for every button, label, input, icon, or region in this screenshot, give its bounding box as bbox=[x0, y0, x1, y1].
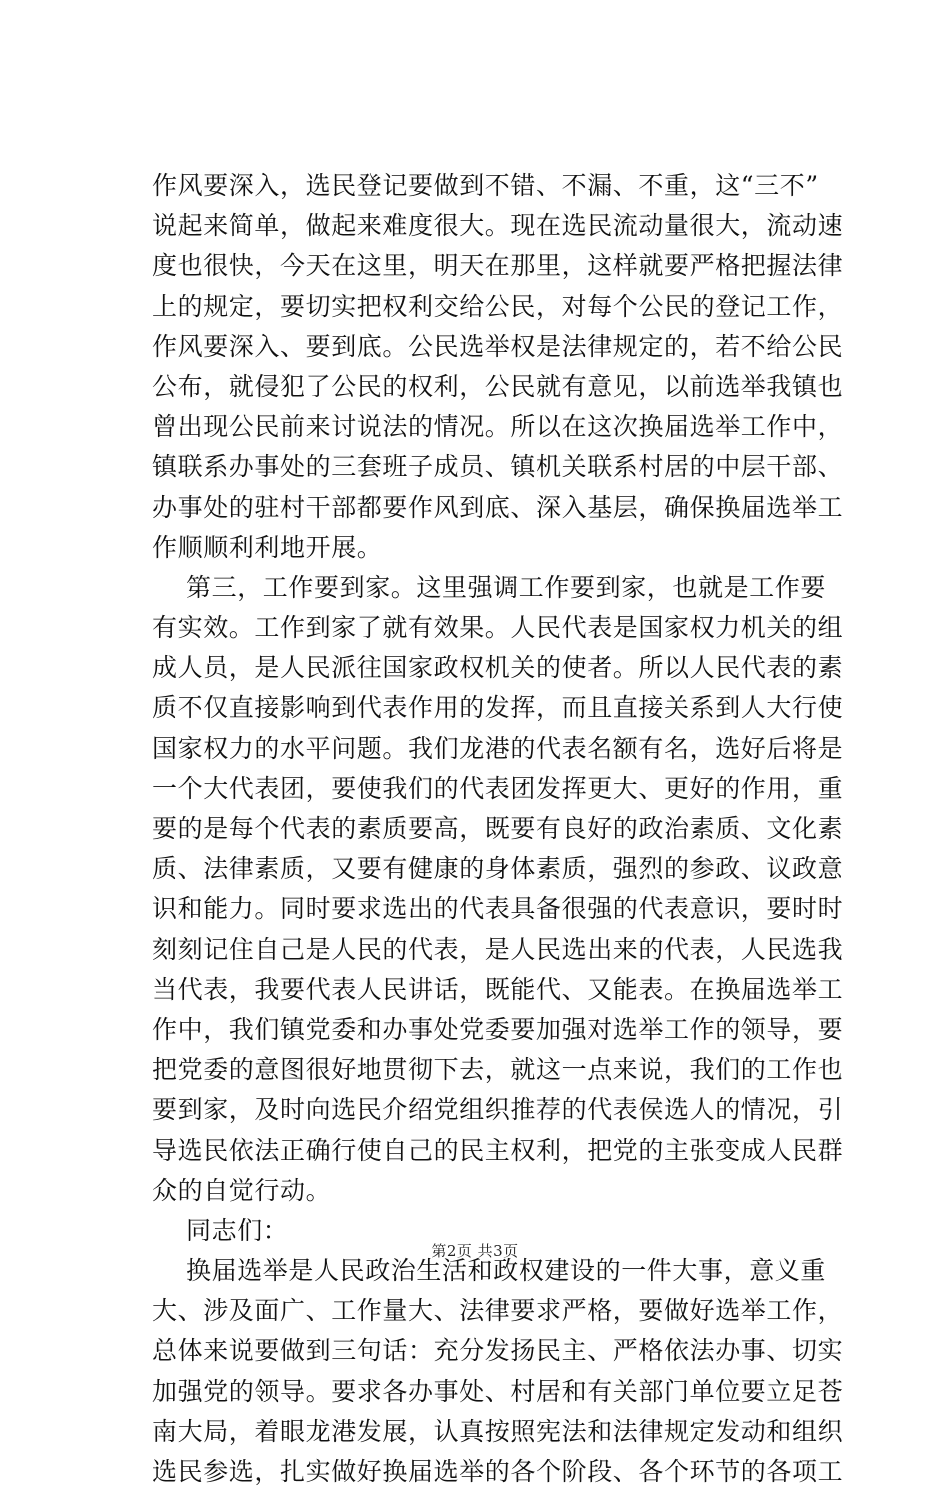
text-line: 成人员，是人民派往国家政权机关的使者。所以人民代表的素 bbox=[152, 653, 844, 683]
text-line: 国家权力的水平问题。我们龙港的代表名额有名，选好后将是 bbox=[152, 733, 844, 763]
text-line: 把党委的意图很好地贯彻下去，就这一点来说，我们的工作也 bbox=[152, 1055, 844, 1085]
text-line: 作风要深入、要到底。公民选举权是法律规定的，若不给公民 bbox=[152, 331, 844, 361]
text-line: 南大局，着眼龙港发展，认真按照宪法和法律规定发动和组织 bbox=[152, 1416, 844, 1446]
salutation-line: 同志们： bbox=[186, 1215, 289, 1245]
text-line: 要的是每个代表的素质要高，既要有良好的政治素质、文化素 bbox=[152, 814, 844, 843]
text-line: 作风要深入，选民登记要做到不错、不漏、不重，这“三不” bbox=[152, 171, 819, 200]
text-line: 上的规定，要切实把权利交给公民，对每个公民的登记工作， bbox=[152, 291, 844, 321]
text-line: 质不仅直接影响到代表作用的发挥，而且直接关系到人大行使 bbox=[152, 693, 844, 723]
text-line: 刻刻记住自己是人民的代表，是人民选出来的代表，人民选我 bbox=[152, 934, 844, 964]
text-line: 导选民依法正确行使自己的民主权利，把党的主张变成人民群 bbox=[152, 1135, 844, 1165]
text-line: 大、涉及面广、工作量大、法律要求严格，要做好选举工作， bbox=[152, 1296, 844, 1326]
text-line: 加强党的领导。要求各办事处、村居和有关部门单位要立足苍 bbox=[152, 1376, 844, 1406]
text-line: 公布，就侵犯了公民的权利，公民就有意见，以前选举我镇也 bbox=[152, 371, 844, 401]
paragraph-start-line: 换届选举是人民政治生活和政权建设的一件大事，意义重 bbox=[186, 1256, 827, 1286]
document-body bbox=[152, 166, 844, 1492]
paragraph-start-line: 第三，工作要到家。这里强调工作要到家，也就是工作要 bbox=[186, 572, 827, 602]
text-line: 总体来说要做到三句话：充分发扬民主、严格依法办事、切实 bbox=[152, 1336, 844, 1366]
text-line: 说起来简单，做起来难度很大。现在选民流动量很大，流动速 bbox=[152, 211, 844, 241]
text-line: 众的自觉行动。 bbox=[152, 1175, 332, 1205]
text-line: 镇联系办事处的三套班子成员、镇机关联系村居的中层干部、 bbox=[152, 452, 844, 482]
text-line: 作中，我们镇党委和办事处党委要加强对选举工作的领导，要 bbox=[152, 1014, 844, 1044]
text-line: 作顺顺利利地开展。 bbox=[152, 532, 383, 562]
text-line: 曾出现公民前来讨说法的情况。所以在这次换届选举工作中， bbox=[152, 412, 844, 442]
text-line: 一个大代表团，要使我们的代表团发挥更大、更好的作用，重 bbox=[152, 773, 844, 803]
text-line: 办事处的驻村干部都要作风到底、深入基层，确保换届选举工 bbox=[152, 492, 844, 522]
text-line: 选民参选，扎实做好换届选举的各个阶段、各个环节的各项工 bbox=[152, 1457, 844, 1486]
text-line: 要到家，及时向选民介绍党组织推荐的代表侯选人的情况，引 bbox=[152, 1095, 844, 1125]
text-line: 度也很快，今天在这里，明天在那里，这样就要严格把握法律 bbox=[152, 251, 844, 281]
text-line: 识和能力。同时要求选出的代表具备很强的代表意识，要时时 bbox=[152, 894, 844, 924]
page-number-footer: 第2页 共3页 bbox=[431, 1242, 519, 1260]
text-line: 有实效。工作到家了就有效果。人民代表是国家权力机关的组 bbox=[152, 613, 844, 643]
text-line: 当代表，我要代表人民讲话，既能代、又能表。在换届选举工 bbox=[152, 974, 844, 1004]
text-line: 质、法律素质，又要有健康的身体素质，强烈的参政、议政意 bbox=[152, 854, 844, 884]
